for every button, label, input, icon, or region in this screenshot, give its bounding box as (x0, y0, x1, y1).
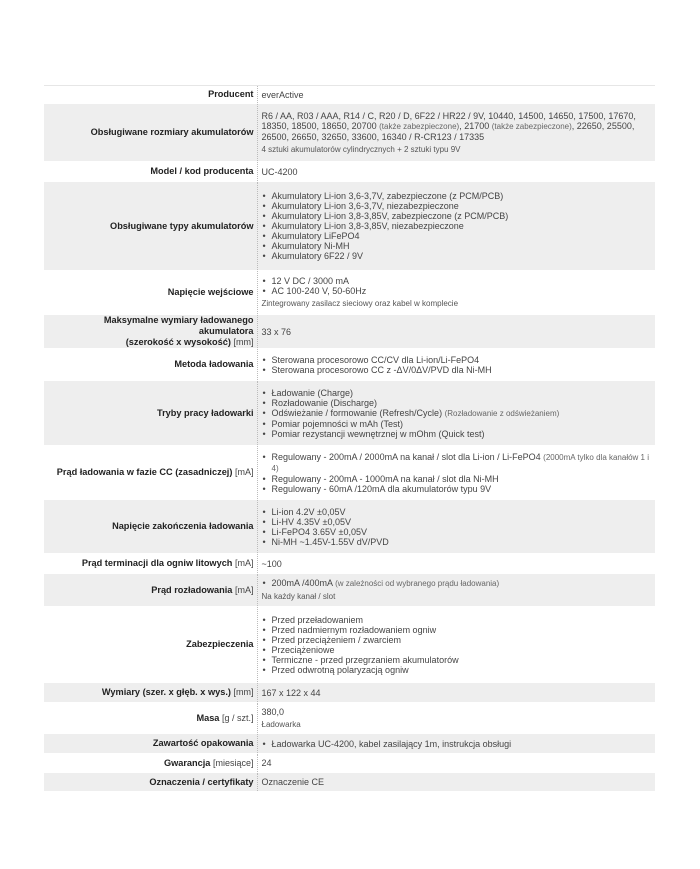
value-list: • Li-ion 4.2V ±0,05V • Li-HV 4.35V ±0,05V • Li-FePO4 3.65V ±0,05V • Ni-MH ~1.45V-1.55V dV/PVD (262, 507, 652, 547)
spec-row-certificates (44, 773, 655, 792)
row-value (257, 381, 655, 446)
row-label: Obsługiwane typy akumulatorów (44, 182, 257, 271)
row-label: Oznaczenia / certyfikaty (44, 773, 257, 792)
row-value (257, 446, 655, 500)
row-label: Napięcie wejściowe (44, 271, 257, 315)
row-value (257, 349, 655, 381)
row-value: 167 x 122 x 44 (257, 683, 655, 703)
value-list: • Ładowanie (Charge) • Rozładowanie (Discharge) • Odświeżanie / formowanie (Refresh/Cycle) (Rozładowanie z odświeżaniem) • Pomiar pojemności w mAh (Test) • Pomiar rezystancji wewnętrznej w mOhm (Quick test) (262, 388, 652, 439)
row-label: Wymiary (szer. x głęb. x wys.) [mm] (44, 683, 257, 703)
value-list: • Akumulatory Li-ion 3,6-3,7V, zabezpieczone (z PCM/PCB) • Akumulatory Li-ion 3,6-3,7V, niezabezpieczone • Akumulatory Li-ion 3,8-3,85V, zabezpieczone (z PCM/PCB) • Akumulatory Li-ion 3,8-3,85V, niezabezpieczone • Akumulatory LiFePO4 • Akumulatory Ni-MH • Akumulatory 6F22 / 9V (262, 191, 652, 261)
row-value: • 12 V DC / 3000 mA • AC 100-240 V, 50-60Hz Zintegrowany zasilacz sieciowy oraz kabel w komplecie (257, 271, 655, 315)
spec-row-max-dimensions (44, 315, 655, 349)
row-label: Zawartość opakowania (44, 734, 257, 754)
value-list: • Przed przeładowaniem • Przed nadmiernym rozładowaniem ogniw • Przed przeciążeniem / zwarciem • Przeciążeniowe • Termiczne - przed przegrzaniem akumulatorów • Przed odwrotną polaryzacją ogniw (262, 615, 652, 675)
row-label: Masa [g / szt.] (44, 703, 257, 734)
row-value: everActive (257, 86, 655, 104)
row-label: Maksymalne wymiary ładowanego akumulatora (szerokość x wysokość) [mm] (44, 315, 257, 349)
row-value (257, 182, 655, 271)
row-value: 24 (257, 754, 655, 773)
spec-row-package-contents (44, 734, 655, 754)
value-list: • Ładowarka UC-4200, kabel zasilający 1m, instrukcja obsługi (262, 739, 652, 749)
row-label: Prąd terminacji dla ogniw litowych [mA] (44, 554, 257, 574)
row-label: Gwarancja [miesiące] (44, 754, 257, 773)
value-list: • Regulowany - 200mA / 2000mA na kanał / slot dla Li-ion / Li-FePO4 (2000mA tylko dla kanałów 1 i 4) • Regulowany - 200mA - 1000mA na kanał / slot dla Ni-MH • Regulowany - 60mA /120mA dla akumulatorów typu 9V (262, 452, 652, 494)
row-label: Napięcie zakończenia ładowania (44, 500, 257, 554)
row-value (257, 607, 655, 683)
row-label: Producent (44, 86, 257, 104)
row-value: 33 x 76 (257, 315, 655, 349)
spec-row-battery-types (44, 182, 655, 271)
spec-row-termination-current (44, 554, 655, 574)
row-value: • 200mA /400mA (w zależności od wybranego prądu ładowania) Na każdy kanał / slot (257, 574, 655, 607)
spec-row-dimensions (44, 683, 655, 703)
spec-row-charging-method (44, 349, 655, 381)
spec-row-mass (44, 703, 655, 734)
row-value: 380,0 Ładowarka (257, 703, 655, 734)
row-label: Tryby pracy ładowarki (44, 381, 257, 446)
value-list: • 200mA /400mA (w zależności od wybranego prądu ładowania) (262, 578, 652, 589)
row-value: Oznaczenie CE (257, 773, 655, 792)
row-value (257, 500, 655, 554)
spec-row-model (44, 162, 655, 182)
row-label: Model / kod producenta (44, 162, 257, 182)
row-value: R6 / AA, R03 / AAA, R14 / C, R20 / D, 6F22 / HR22 / 9V, 10440, 14500, 14650, 17500, 17670, 18350, 18500, 18650, 20700 (także zabezpieczone), 21700 (także zabezpieczone), 22650, 25500, 26500, 26650, 32650, 33600, 16340 / R-CR123 / 17335 4 sztuki akumulatorów cylindrycznych + 2 sztuki typu 9V (257, 104, 655, 162)
spec-row-operating-modes (44, 381, 655, 446)
spec-row-input-voltage (44, 271, 655, 315)
value-list: • 12 V DC / 3000 mA • AC 100-240 V, 50-60Hz (262, 276, 652, 296)
value-list: • Sterowana procesorowo CC/CV dla Li-ion/Li-FePO4 • Sterowana procesorowo CC z -ΔV/0ΔV/PVD dla Ni-MH (262, 355, 652, 375)
row-label: Metoda ładowania (44, 349, 257, 381)
row-label: Prąd rozładowania [mA] (44, 574, 257, 607)
spec-table (44, 85, 655, 792)
row-label: Zabezpieczenia (44, 607, 257, 683)
row-value (257, 734, 655, 754)
spec-row-producer (44, 86, 655, 104)
spec-row-sizes (44, 104, 655, 162)
spec-row-protections (44, 607, 655, 683)
spec-row-end-voltage (44, 500, 655, 554)
row-value: UC-4200 (257, 162, 655, 182)
spec-row-discharge-current (44, 574, 655, 607)
row-label: Prąd ładowania w fazie CC (zasadniczej) [mA] (44, 446, 257, 500)
spec-row-warranty (44, 754, 655, 773)
spec-row-cc-current (44, 446, 655, 500)
row-value: ~100 (257, 554, 655, 574)
row-label: Obsługiwane rozmiary akumulatorów (44, 104, 257, 162)
